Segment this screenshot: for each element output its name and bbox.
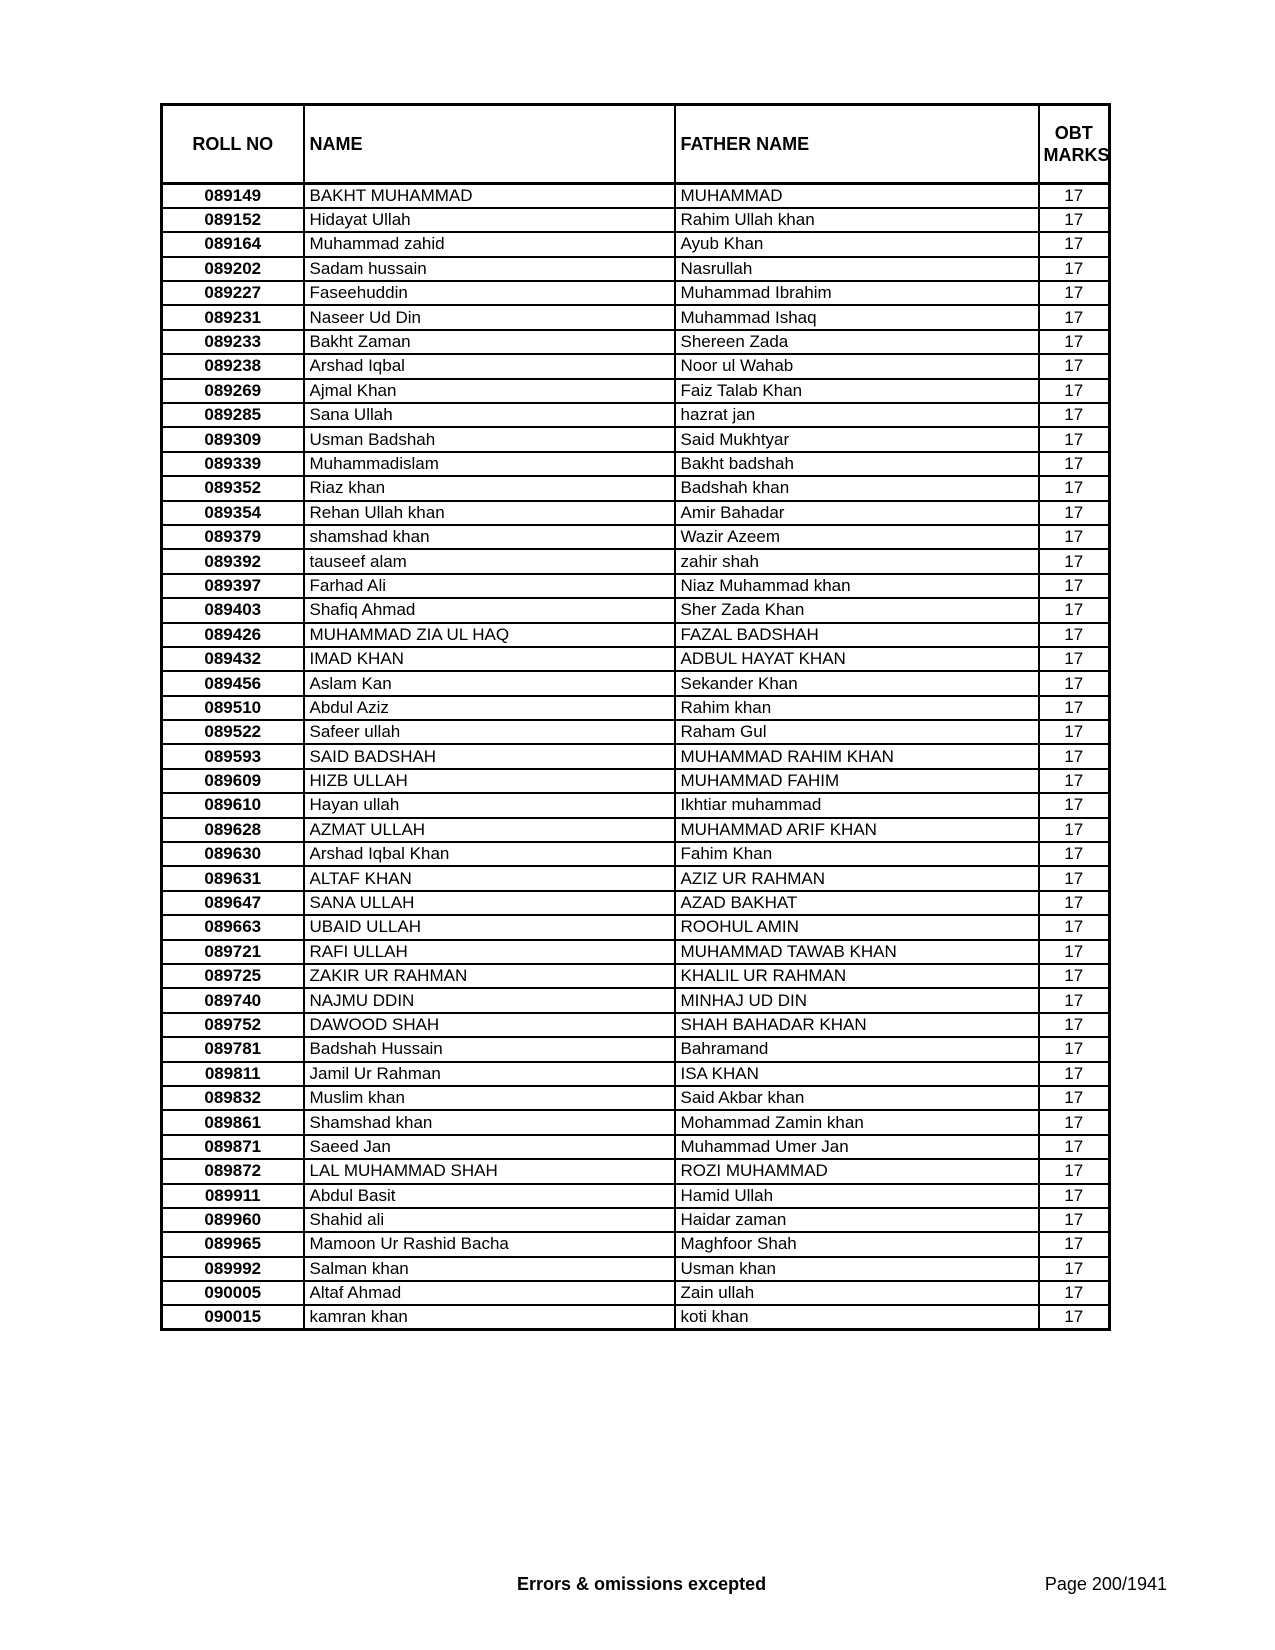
father-name-cell: Mohammad Zamin khan (675, 1110, 1039, 1134)
footer-note: Errors & omissions excepted (517, 1574, 767, 1594)
name-cell: BAKHT MUHAMMAD (304, 184, 675, 208)
table-header-row (162, 105, 1110, 184)
name-cell: Bakht Zaman (304, 330, 675, 354)
roll-no-cell: 089721 (162, 940, 304, 964)
table-row (162, 257, 1110, 281)
father-name-cell: SHAH BAHADAR KHAN (675, 1013, 1039, 1037)
name-cell: Farhad Ali (304, 574, 675, 598)
name-cell: Aslam Kan (304, 671, 675, 695)
father-name-cell: Maghfoor Shah (675, 1232, 1039, 1256)
table-row (162, 1208, 1110, 1232)
roll-no-cell: 089227 (162, 281, 304, 305)
father-name-cell: Ayub Khan (675, 232, 1039, 256)
roll-no-cell: 089379 (162, 525, 304, 549)
name-cell: MUHAMMAD ZIA UL HAQ (304, 623, 675, 647)
name-cell: AZMAT ULLAH (304, 818, 675, 842)
marks-cell: 17 (1039, 403, 1110, 427)
father-name-cell: Wazir Azeem (675, 525, 1039, 549)
marks-cell: 17 (1039, 1281, 1110, 1305)
table-row (162, 988, 1110, 1012)
table-row (162, 940, 1110, 964)
roll-no-cell: 089354 (162, 501, 304, 525)
father-name-cell: Bahramand (675, 1037, 1039, 1061)
table-row (162, 1257, 1110, 1281)
marks-cell: 17 (1039, 452, 1110, 476)
marks-cell: 17 (1039, 354, 1110, 378)
father-name-cell: koti khan (675, 1305, 1039, 1329)
name-cell: Jamil Ur Rahman (304, 1062, 675, 1086)
father-name-cell: Rahim khan (675, 696, 1039, 720)
father-name-cell: Fahim Khan (675, 842, 1039, 866)
roll-no-cell: 089965 (162, 1232, 304, 1256)
name-cell: Saeed Jan (304, 1135, 675, 1159)
table-row (162, 1281, 1110, 1305)
marks-cell: 17 (1039, 940, 1110, 964)
name-cell: SAID BADSHAH (304, 744, 675, 768)
father-name-cell: MUHAMMAD (675, 184, 1039, 208)
marks-cell: 17 (1039, 257, 1110, 281)
father-name-cell: AZIZ UR RAHMAN (675, 866, 1039, 890)
results-table (160, 103, 1111, 1331)
table-row (162, 574, 1110, 598)
table-row (162, 769, 1110, 793)
roll-no-cell: 089631 (162, 866, 304, 890)
roll-no-cell: 089339 (162, 452, 304, 476)
father-name-cell: ROOHUL AMIN (675, 915, 1039, 939)
table-row (162, 671, 1110, 695)
marks-cell: 17 (1039, 281, 1110, 305)
column-header-father-name: FATHER NAME (675, 105, 1039, 184)
marks-cell: 17 (1039, 1257, 1110, 1281)
father-name-cell: KHALIL UR RAHMAN (675, 964, 1039, 988)
table-row (162, 1232, 1110, 1256)
father-name-cell: ADBUL HAYAT KHAN (675, 647, 1039, 671)
name-cell: ZAKIR UR RAHMAN (304, 964, 675, 988)
marks-cell: 17 (1039, 208, 1110, 232)
father-name-cell: Noor ul Wahab (675, 354, 1039, 378)
name-cell: Usman Badshah (304, 427, 675, 451)
marks-cell: 17 (1039, 818, 1110, 842)
name-cell: Badshah Hussain (304, 1037, 675, 1061)
marks-cell: 17 (1039, 866, 1110, 890)
father-name-cell: Zain ullah (675, 1281, 1039, 1305)
marks-cell: 17 (1039, 1305, 1110, 1329)
marks-cell: 17 (1039, 1159, 1110, 1183)
marks-cell: 17 (1039, 501, 1110, 525)
name-cell: IMAD KHAN (304, 647, 675, 671)
table-row (162, 964, 1110, 988)
father-name-cell: Raham Gul (675, 720, 1039, 744)
roll-no-cell: 089725 (162, 964, 304, 988)
table-row (162, 744, 1110, 768)
name-cell: Rehan Ullah khan (304, 501, 675, 525)
father-name-cell: Ikhtiar muhammad (675, 793, 1039, 817)
father-name-cell: Muhammad Ibrahim (675, 281, 1039, 305)
name-cell: Salman khan (304, 1257, 675, 1281)
father-name-cell: hazrat jan (675, 403, 1039, 427)
roll-no-cell: 089992 (162, 1257, 304, 1281)
name-cell: Muhammad zahid (304, 232, 675, 256)
marks-cell: 17 (1039, 1062, 1110, 1086)
table-row (162, 281, 1110, 305)
name-cell: Arshad Iqbal (304, 354, 675, 378)
name-cell: kamran khan (304, 1305, 675, 1329)
name-cell: DAWOOD SHAH (304, 1013, 675, 1037)
roll-no-cell: 089609 (162, 769, 304, 793)
father-name-cell: Shereen Zada (675, 330, 1039, 354)
marks-cell: 17 (1039, 232, 1110, 256)
name-cell: UBAID ULLAH (304, 915, 675, 939)
name-cell: shamshad khan (304, 525, 675, 549)
roll-no-cell: 089238 (162, 354, 304, 378)
marks-cell: 17 (1039, 305, 1110, 329)
father-name-cell: zahir shah (675, 549, 1039, 573)
roll-no-cell: 090005 (162, 1281, 304, 1305)
name-cell: ALTAF KHAN (304, 866, 675, 890)
marks-cell: 17 (1039, 1086, 1110, 1110)
father-name-cell: Sekander Khan (675, 671, 1039, 695)
father-name-cell: Muhammad Ishaq (675, 305, 1039, 329)
father-name-cell: Sher Zada Khan (675, 598, 1039, 622)
marks-cell: 17 (1039, 720, 1110, 744)
table-row (162, 379, 1110, 403)
table-row (162, 305, 1110, 329)
marks-cell: 17 (1039, 525, 1110, 549)
father-name-cell: Faiz Talab Khan (675, 379, 1039, 403)
name-cell: Hidayat Ullah (304, 208, 675, 232)
name-cell: Naseer Ud Din (304, 305, 675, 329)
roll-no-cell: 090015 (162, 1305, 304, 1329)
father-name-cell: Rahim Ullah khan (675, 208, 1039, 232)
roll-no-cell: 089861 (162, 1110, 304, 1134)
table-row (162, 623, 1110, 647)
table-row (162, 476, 1110, 500)
roll-no-cell: 089610 (162, 793, 304, 817)
roll-no-cell: 089510 (162, 696, 304, 720)
marks-cell: 17 (1039, 988, 1110, 1012)
marks-cell: 17 (1039, 598, 1110, 622)
table-row (162, 720, 1110, 744)
marks-cell: 17 (1039, 647, 1110, 671)
father-name-cell: ROZI MUHAMMAD (675, 1159, 1039, 1183)
roll-no-cell: 089352 (162, 476, 304, 500)
marks-cell: 17 (1039, 476, 1110, 500)
roll-no-cell: 089663 (162, 915, 304, 939)
roll-no-cell: 089285 (162, 403, 304, 427)
name-cell: Muhammadislam (304, 452, 675, 476)
marks-cell: 17 (1039, 915, 1110, 939)
column-header-obt-marks: OBT MARKS (1039, 105, 1110, 184)
marks-cell: 17 (1039, 549, 1110, 573)
table-row (162, 232, 1110, 256)
roll-no-cell: 089233 (162, 330, 304, 354)
roll-no-cell: 089593 (162, 744, 304, 768)
table-row (162, 1110, 1110, 1134)
roll-no-cell: 089432 (162, 647, 304, 671)
table-row (162, 1013, 1110, 1037)
table-row (162, 647, 1110, 671)
column-header-name: NAME (304, 105, 675, 184)
table-row (162, 1086, 1110, 1110)
roll-no-cell: 089202 (162, 257, 304, 281)
marks-cell: 17 (1039, 1232, 1110, 1256)
table-row (162, 696, 1110, 720)
table-row (162, 525, 1110, 549)
name-cell: Altaf Ahmad (304, 1281, 675, 1305)
marks-cell: 17 (1039, 623, 1110, 647)
table-row (162, 1159, 1110, 1183)
table-row (162, 1062, 1110, 1086)
table-row (162, 915, 1110, 939)
name-cell: HIZB ULLAH (304, 769, 675, 793)
roll-no-cell: 089269 (162, 379, 304, 403)
marks-cell: 17 (1039, 744, 1110, 768)
table-row (162, 1184, 1110, 1208)
marks-cell: 17 (1039, 842, 1110, 866)
father-name-cell: MUHAMMAD ARIF KHAN (675, 818, 1039, 842)
marks-cell: 17 (1039, 696, 1110, 720)
marks-cell: 17 (1039, 330, 1110, 354)
name-cell: NAJMU DDIN (304, 988, 675, 1012)
marks-cell: 17 (1039, 427, 1110, 451)
table-row (162, 598, 1110, 622)
marks-cell: 17 (1039, 1135, 1110, 1159)
roll-no-cell: 089911 (162, 1184, 304, 1208)
father-name-cell: MUHAMMAD FAHIM (675, 769, 1039, 793)
table-row (162, 208, 1110, 232)
father-name-cell: MUHAMMAD TAWAB KHAN (675, 940, 1039, 964)
roll-no-cell: 089426 (162, 623, 304, 647)
table-row (162, 452, 1110, 476)
father-name-cell: Haidar zaman (675, 1208, 1039, 1232)
marks-cell: 17 (1039, 891, 1110, 915)
name-cell: Sana Ullah (304, 403, 675, 427)
roll-no-cell: 089752 (162, 1013, 304, 1037)
father-name-cell: Said Mukhtyar (675, 427, 1039, 451)
table-row (162, 793, 1110, 817)
name-cell: Hayan ullah (304, 793, 675, 817)
marks-cell: 17 (1039, 769, 1110, 793)
father-name-cell: Usman khan (675, 1257, 1039, 1281)
roll-no-cell: 089871 (162, 1135, 304, 1159)
roll-no-cell: 089152 (162, 208, 304, 232)
name-cell: Abdul Aziz (304, 696, 675, 720)
name-cell: RAFI ULLAH (304, 940, 675, 964)
roll-no-cell: 089149 (162, 184, 304, 208)
table-row (162, 818, 1110, 842)
marks-cell: 17 (1039, 1184, 1110, 1208)
table-row (162, 354, 1110, 378)
father-name-cell: Nasrullah (675, 257, 1039, 281)
table-row (162, 1305, 1110, 1329)
father-name-cell: Hamid Ullah (675, 1184, 1039, 1208)
table-row (162, 866, 1110, 890)
name-cell: SANA ULLAH (304, 891, 675, 915)
roll-no-cell: 089164 (162, 232, 304, 256)
roll-no-cell: 089647 (162, 891, 304, 915)
roll-no-cell: 089403 (162, 598, 304, 622)
roll-no-cell: 089811 (162, 1062, 304, 1086)
marks-cell: 17 (1039, 1037, 1110, 1061)
name-cell: Shamshad khan (304, 1110, 675, 1134)
table-row (162, 330, 1110, 354)
roll-no-cell: 089832 (162, 1086, 304, 1110)
roll-no-cell: 089872 (162, 1159, 304, 1183)
roll-no-cell: 089740 (162, 988, 304, 1012)
table-row (162, 403, 1110, 427)
roll-no-cell: 089309 (162, 427, 304, 451)
father-name-cell: AZAD BAKHAT (675, 891, 1039, 915)
father-name-cell: ISA KHAN (675, 1062, 1039, 1086)
marks-cell: 17 (1039, 184, 1110, 208)
name-cell: Sadam hussain (304, 257, 675, 281)
name-cell: Faseehuddin (304, 281, 675, 305)
name-cell: Safeer ullah (304, 720, 675, 744)
roll-no-cell: 089522 (162, 720, 304, 744)
roll-no-cell: 089456 (162, 671, 304, 695)
footer-page-number: Page 200/1941 (1044, 1574, 1167, 1594)
roll-no-cell: 089960 (162, 1208, 304, 1232)
marks-cell: 17 (1039, 574, 1110, 598)
roll-no-cell: 089630 (162, 842, 304, 866)
name-cell: LAL MUHAMMAD SHAH (304, 1159, 675, 1183)
table-row (162, 501, 1110, 525)
name-cell: Abdul Basit (304, 1184, 675, 1208)
results-table-body (162, 184, 1110, 1330)
father-name-cell: Amir Bahadar (675, 501, 1039, 525)
table-row (162, 1135, 1110, 1159)
marks-cell: 17 (1039, 1208, 1110, 1232)
table-row (162, 1037, 1110, 1061)
marks-cell: 17 (1039, 379, 1110, 403)
table-row (162, 427, 1110, 451)
name-cell: Shahid ali (304, 1208, 675, 1232)
roll-no-cell: 089397 (162, 574, 304, 598)
name-cell: Mamoon Ur Rashid Bacha (304, 1232, 675, 1256)
father-name-cell: Muhammad Umer Jan (675, 1135, 1039, 1159)
name-cell: tauseef alam (304, 549, 675, 573)
table-row (162, 842, 1110, 866)
marks-cell: 17 (1039, 964, 1110, 988)
table-row (162, 184, 1110, 208)
marks-cell: 17 (1039, 793, 1110, 817)
roll-no-cell: 089231 (162, 305, 304, 329)
father-name-cell: Niaz Muhammad khan (675, 574, 1039, 598)
table-row (162, 549, 1110, 573)
father-name-cell: MINHAJ UD DIN (675, 988, 1039, 1012)
father-name-cell: Bakht badshah (675, 452, 1039, 476)
marks-cell: 17 (1039, 1013, 1110, 1037)
roll-no-cell: 089392 (162, 549, 304, 573)
marks-cell: 17 (1039, 671, 1110, 695)
name-cell: Ajmal Khan (304, 379, 675, 403)
name-cell: Muslim khan (304, 1086, 675, 1110)
marks-cell: 17 (1039, 1110, 1110, 1134)
father-name-cell: Badshah khan (675, 476, 1039, 500)
father-name-cell: FAZAL BADSHAH (675, 623, 1039, 647)
name-cell: Riaz khan (304, 476, 675, 500)
father-name-cell: Said Akbar khan (675, 1086, 1039, 1110)
roll-no-cell: 089781 (162, 1037, 304, 1061)
table-row (162, 891, 1110, 915)
name-cell: Arshad Iqbal Khan (304, 842, 675, 866)
column-header-roll-no: ROLL NO (162, 105, 304, 184)
roll-no-cell: 089628 (162, 818, 304, 842)
father-name-cell: MUHAMMAD RAHIM KHAN (675, 744, 1039, 768)
name-cell: Shafiq Ahmad (304, 598, 675, 622)
